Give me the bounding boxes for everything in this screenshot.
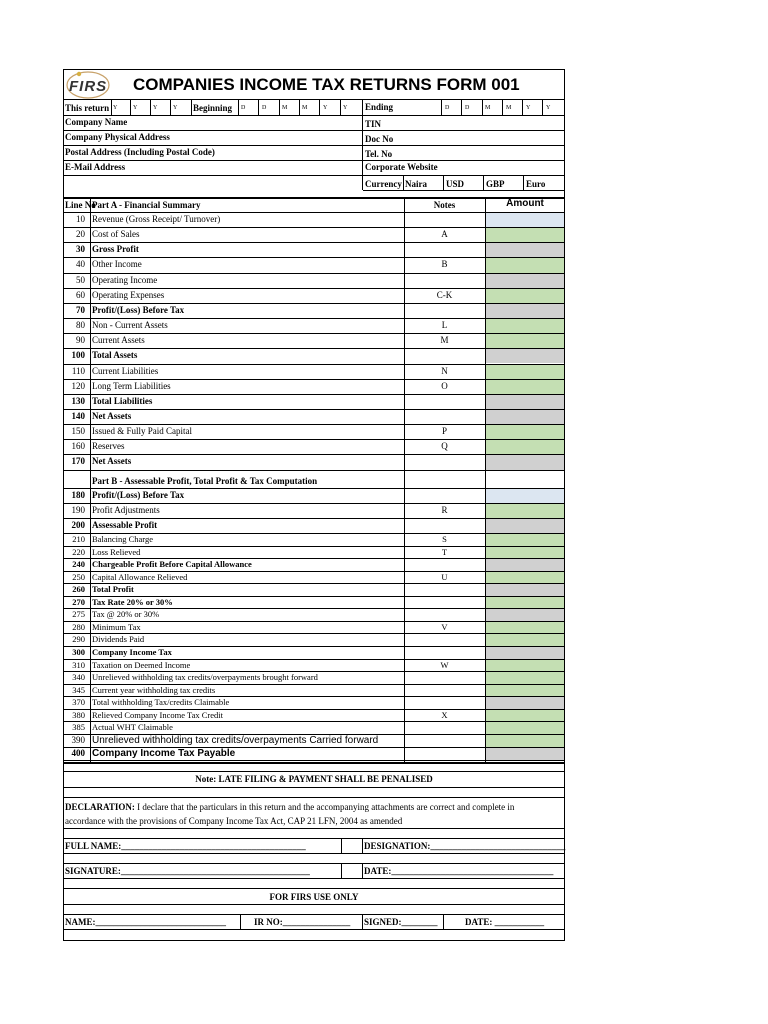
doc-no-label[interactable]: Doc No bbox=[365, 134, 394, 144]
firs-logo bbox=[65, 70, 111, 100]
line-label: Actual WHT Claimable bbox=[92, 722, 173, 733]
line-number: 220 bbox=[72, 546, 85, 557]
line-number: 260 bbox=[72, 584, 85, 595]
line-label: Total withholding Tax/credits Claimable bbox=[92, 697, 230, 708]
line-number: 210 bbox=[72, 534, 85, 544]
email-label[interactable]: E-Mail Address bbox=[65, 162, 126, 172]
line-number: 190 bbox=[71, 505, 85, 516]
amount-cell[interactable] bbox=[486, 365, 564, 379]
line-label: Total Liabilities bbox=[92, 395, 153, 406]
line-label: Tax @ 20% or 30% bbox=[92, 609, 160, 620]
note-ref: X bbox=[441, 709, 448, 720]
amount-cell[interactable] bbox=[486, 258, 564, 272]
line-number: 30 bbox=[76, 244, 85, 255]
line-number: 100 bbox=[71, 350, 85, 361]
firs-use-only: FOR FIRS USE ONLY bbox=[269, 892, 359, 902]
line-number: 400 bbox=[71, 748, 85, 758]
declaration bbox=[65, 801, 514, 813]
line-number: 150 bbox=[71, 426, 85, 437]
amount-cell[interactable] bbox=[486, 609, 564, 621]
currency-usd[interactable]: USD bbox=[446, 179, 465, 189]
line-label: Profit/(Loss) Before Tax bbox=[92, 304, 185, 315]
line-label: Assessable Profit bbox=[92, 520, 158, 531]
col-notes: Notes bbox=[433, 200, 456, 210]
date-cell[interactable]: M bbox=[485, 105, 491, 111]
line-label: Taxation on Deemed Income bbox=[92, 659, 191, 670]
note-ref: V bbox=[441, 621, 448, 632]
line-label: Capital Allowance Relieved bbox=[92, 571, 188, 582]
row-divider bbox=[63, 760, 565, 761]
currency-naira[interactable]: Naira bbox=[405, 179, 427, 189]
amount-cell[interactable] bbox=[486, 489, 564, 503]
col-divider bbox=[90, 197, 91, 762]
line-number: 40 bbox=[76, 259, 85, 270]
line-number: 90 bbox=[76, 335, 85, 346]
amount-cell[interactable] bbox=[486, 735, 564, 747]
line-label: Tax Rate 20% or 30% bbox=[92, 596, 173, 607]
line-number: 345 bbox=[72, 684, 85, 695]
year-cell[interactable]: Y bbox=[133, 105, 138, 111]
amount-cell[interactable] bbox=[486, 660, 564, 672]
amount-cell[interactable] bbox=[486, 425, 564, 439]
note-ref: B bbox=[441, 259, 448, 270]
note-ref: Q bbox=[441, 441, 448, 452]
line-label: Unrelieved withholding tax credits/overpayments Carried forward bbox=[92, 735, 379, 746]
note-ref: C-K bbox=[436, 289, 453, 300]
amount-cell[interactable] bbox=[486, 380, 564, 394]
line-number: 200 bbox=[71, 520, 85, 531]
line-number: 310 bbox=[72, 659, 85, 670]
date-cell[interactable]: D bbox=[241, 105, 246, 111]
amount-cell[interactable] bbox=[486, 685, 564, 697]
amount-cell[interactable] bbox=[486, 697, 564, 709]
line-number: 20 bbox=[76, 229, 85, 240]
amount-cell[interactable] bbox=[486, 534, 564, 546]
line-number: 60 bbox=[76, 289, 85, 300]
line-label: Non - Current Assets bbox=[92, 320, 168, 331]
line-number: 270 bbox=[72, 596, 85, 607]
col-part-a: Part A - Financial Summary bbox=[92, 200, 201, 210]
date-cell[interactable]: Y bbox=[526, 105, 531, 111]
amount-cell[interactable] bbox=[486, 722, 564, 734]
amount-cell[interactable] bbox=[486, 622, 564, 634]
amount-cell[interactable] bbox=[486, 349, 564, 363]
amount-cell[interactable] bbox=[486, 519, 564, 533]
line-label: Total Profit bbox=[92, 584, 134, 595]
line-number: 170 bbox=[71, 456, 85, 467]
line-label: Profit/(Loss) Before Tax bbox=[92, 490, 185, 500]
line-label: Cost of Sales bbox=[92, 229, 140, 240]
date-cell[interactable]: M bbox=[302, 105, 308, 111]
line-number: 120 bbox=[71, 380, 85, 391]
line-label: Dividends Paid bbox=[92, 634, 145, 645]
line-number: 180 bbox=[71, 490, 85, 500]
year-cell[interactable]: Y bbox=[113, 105, 118, 111]
amount-cell[interactable] bbox=[486, 572, 564, 584]
firs-logo-text: FIRS bbox=[69, 78, 108, 95]
amount-cell[interactable] bbox=[486, 304, 564, 318]
company-address-label[interactable]: Company Physical Address bbox=[65, 132, 170, 142]
line-number: 10 bbox=[76, 214, 85, 224]
date-cell[interactable]: D bbox=[465, 105, 470, 111]
note-ref: U bbox=[441, 571, 448, 582]
line-number: 80 bbox=[76, 320, 85, 331]
line-label: Net Assets bbox=[92, 410, 132, 421]
note-ref: O bbox=[441, 380, 448, 391]
amount-cell[interactable] bbox=[486, 748, 564, 760]
note-ref: M bbox=[440, 335, 449, 346]
postal-address-label[interactable]: Postal Address (Including Postal Code) bbox=[65, 147, 215, 157]
line-label: Current Liabilities bbox=[92, 365, 159, 376]
line-number: 130 bbox=[71, 395, 85, 406]
note-ref: A bbox=[441, 229, 448, 240]
website-label[interactable]: Corporate Website bbox=[365, 162, 438, 172]
currency-gbp[interactable]: GBP bbox=[486, 179, 505, 189]
date-cell[interactable]: Y bbox=[323, 105, 328, 111]
tin-label[interactable]: TIN bbox=[365, 119, 382, 129]
note-ref: L bbox=[441, 320, 448, 331]
line-number: 110 bbox=[71, 365, 85, 376]
col-divider bbox=[404, 197, 405, 762]
note-ref: P bbox=[441, 426, 447, 437]
amount-cell[interactable] bbox=[486, 584, 564, 596]
line-label: Balancing Charge bbox=[92, 534, 153, 544]
amount-cell[interactable] bbox=[486, 213, 564, 227]
line-label: Current Assets bbox=[92, 335, 145, 346]
signed-field[interactable]: SIGNED:________ bbox=[364, 917, 438, 927]
line-label: Relieved Company Income Tax Credit bbox=[92, 709, 223, 720]
line-number: 240 bbox=[72, 559, 85, 570]
line-label: Net Assets bbox=[92, 456, 132, 467]
amount-cell[interactable] bbox=[486, 597, 564, 609]
line-label: Minimum Tax bbox=[92, 621, 141, 632]
year-cell[interactable]: Y bbox=[173, 105, 178, 111]
amount-cell[interactable] bbox=[486, 547, 564, 559]
amount-cell[interactable] bbox=[486, 410, 564, 424]
date-cell[interactable]: D bbox=[262, 105, 267, 111]
late-filing-note: Note: LATE FILING & PAYMENT SHALL BE PENALISED bbox=[195, 774, 433, 784]
line-label: Other Income bbox=[92, 259, 142, 270]
line-label: Company Income Tax bbox=[92, 647, 172, 658]
line-label: Current year withholding tax credits bbox=[92, 684, 216, 695]
amount-cell[interactable] bbox=[486, 455, 564, 469]
currency-label: Currency bbox=[365, 179, 402, 189]
currency-euro[interactable]: Euro bbox=[526, 179, 546, 189]
ir-no-field[interactable]: IR NO:_______________ bbox=[254, 917, 351, 927]
line-number: 275 bbox=[72, 609, 85, 620]
firs-date-field[interactable]: DATE: ___________ bbox=[465, 917, 545, 927]
line-number: 140 bbox=[71, 410, 85, 421]
line-number: 300 bbox=[72, 647, 85, 658]
firs-name-field[interactable]: NAME:_____________________________ bbox=[65, 917, 226, 927]
signature-field[interactable]: SIGNATURE:__________________________________________ bbox=[65, 866, 310, 876]
note-ref: N bbox=[441, 365, 448, 376]
line-label: Issued & Fully Paid Capital bbox=[92, 426, 192, 437]
amount-cell[interactable] bbox=[486, 289, 564, 303]
company-name-label[interactable]: Company Name bbox=[65, 117, 128, 127]
amount-cell[interactable] bbox=[486, 228, 564, 242]
line-number: 280 bbox=[72, 621, 85, 632]
row-divider bbox=[63, 470, 565, 471]
line-number: 160 bbox=[71, 441, 85, 452]
declaration-text-2: accordance with the provisions of Company Income Tax Act, CAP 21 LFN, 2004 as amended bbox=[65, 816, 403, 826]
amount-cell[interactable] bbox=[486, 440, 564, 454]
line-label: Loss Relieved bbox=[92, 546, 141, 557]
note-ref: S bbox=[442, 534, 447, 544]
line-label: Profit Adjustments bbox=[92, 505, 160, 516]
beginning-label: Beginning bbox=[193, 103, 233, 113]
line-number: 50 bbox=[76, 274, 85, 285]
this-return-label: This return bbox=[65, 103, 110, 113]
line-label: Long Term Liabilities bbox=[92, 380, 171, 391]
note-ref: T bbox=[441, 546, 448, 557]
amount-cell[interactable] bbox=[486, 319, 564, 333]
form-title: COMPANIES INCOME TAX RETURNS FORM 001 bbox=[133, 75, 520, 94]
note-ref: W bbox=[440, 659, 449, 670]
tel-no-label[interactable]: Tel. No bbox=[365, 149, 393, 159]
date-cell[interactable]: Y bbox=[343, 105, 348, 111]
line-label: Unrelieved withholding tax credits/overpayments brought forward bbox=[92, 672, 318, 683]
amount-cell[interactable] bbox=[486, 672, 564, 684]
line-number: 385 bbox=[72, 722, 85, 733]
line-label: Gross Profit bbox=[92, 244, 139, 255]
amount-cell[interactable] bbox=[486, 243, 564, 257]
date-cell[interactable]: M bbox=[506, 105, 512, 111]
line-label: Chargeable Profit Before Capital Allowance bbox=[92, 559, 252, 570]
amount-cell[interactable] bbox=[486, 647, 564, 659]
amount-cell[interactable] bbox=[486, 395, 564, 409]
line-number: 70 bbox=[76, 304, 85, 315]
line-label: Operating Income bbox=[92, 274, 158, 285]
line-label: Revenue (Gross Receipt/ Turnover) bbox=[92, 214, 221, 224]
year-cell[interactable]: Y bbox=[153, 105, 158, 111]
date-cell[interactable]: Y bbox=[546, 105, 551, 111]
amount-cell[interactable] bbox=[486, 274, 564, 288]
line-number: 390 bbox=[71, 735, 85, 745]
date-field[interactable]: DATE:____________________________________ bbox=[364, 866, 554, 876]
designation-field[interactable]: DESIGNATION:______________________________ bbox=[364, 841, 566, 851]
line-label: Operating Expenses bbox=[92, 289, 165, 300]
line-label: Company Income Tax Payable bbox=[92, 748, 236, 759]
amount-cell[interactable] bbox=[486, 634, 564, 646]
amount-cell[interactable] bbox=[486, 710, 564, 722]
date-cell[interactable]: D bbox=[445, 105, 450, 111]
note-ref: R bbox=[441, 505, 448, 516]
date-cell[interactable]: M bbox=[282, 105, 288, 111]
col-amount: Amount bbox=[506, 198, 544, 209]
line-number: 290 bbox=[72, 634, 85, 645]
amount-cell[interactable] bbox=[486, 334, 564, 348]
amount-cell[interactable] bbox=[486, 559, 564, 571]
line-number: 370 bbox=[72, 697, 85, 708]
line-label: Total Assets bbox=[92, 350, 138, 361]
amount-cell[interactable] bbox=[486, 504, 564, 518]
declaration-text: I declare that the particulars in this return and the accompanying attachments are correct and complete in bbox=[134, 802, 515, 812]
col-line-no: Line No bbox=[65, 200, 96, 210]
declaration-label: DECLARATION: bbox=[65, 802, 135, 812]
line-number: 340 bbox=[72, 672, 85, 683]
line-number: 380 bbox=[72, 709, 85, 720]
ending-label: Ending bbox=[365, 102, 394, 112]
line-number: 250 bbox=[72, 571, 85, 582]
full-name-field[interactable]: FULL NAME:_________________________________________ bbox=[65, 841, 306, 851]
part-b-title: Part B - Assessable Profit, Total Profit & Tax Computation bbox=[92, 476, 318, 486]
line-label: Reserves bbox=[92, 441, 125, 452]
